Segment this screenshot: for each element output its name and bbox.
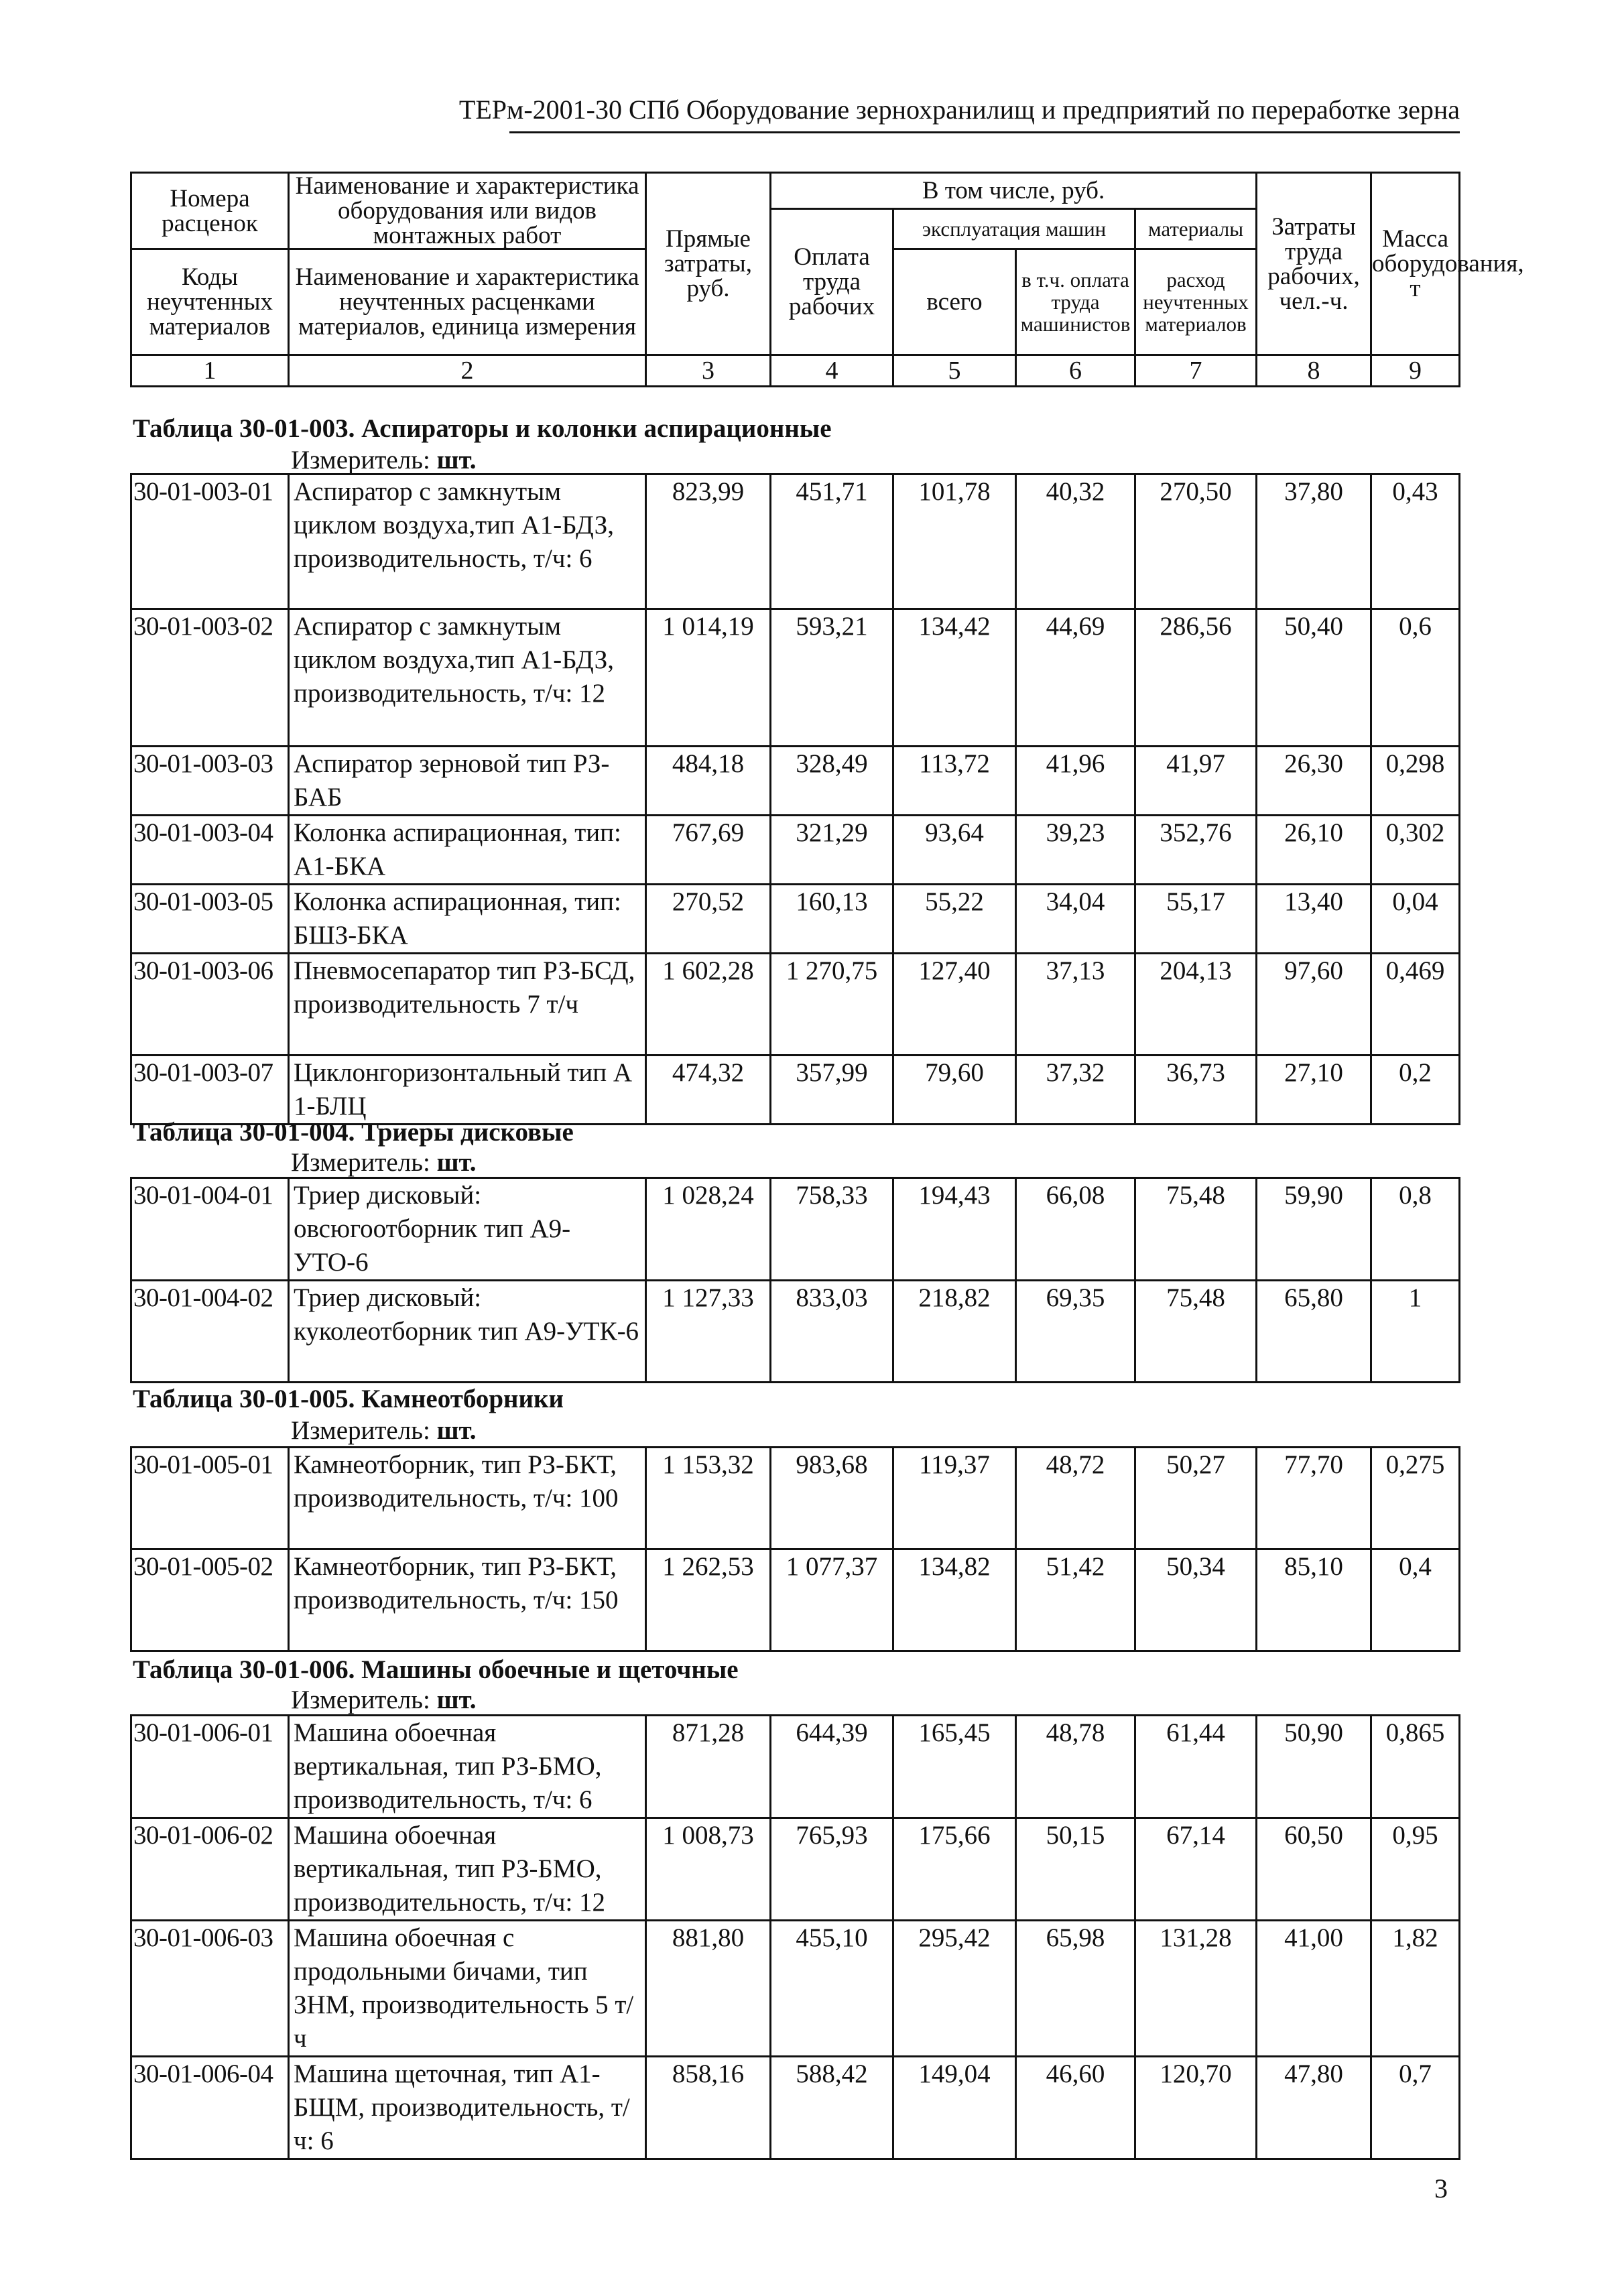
table-row: [131, 1448, 1460, 1549]
section-title: Таблица 30-01-006. Машины обоечные и щеточные: [133, 1655, 739, 1684]
materials: 36,73: [1135, 1056, 1257, 1125]
rate-name: Пневмосепаратор тип РЗ-БСД, производительность 7 т/ч: [289, 954, 646, 1056]
rate-name: Циклонгоризонтальный тип А 1-БЛЦ: [289, 1056, 646, 1125]
rate-name: Машина щеточная, тип А1-БЩМ, производительность, т/ч: 6: [289, 2057, 646, 2159]
header-codes-bottom: Коды неучтенных материалов: [131, 249, 289, 355]
rate-code: 30-01-006-04: [131, 2057, 289, 2159]
table-row: [131, 1549, 1460, 1651]
measure-label: Измеритель:: [291, 1148, 430, 1177]
machines-labor: 51,42: [1016, 1549, 1135, 1651]
header-name-bottom: Наименование и характеристика неучтенных расценками материалов, единица измерения: [289, 249, 646, 355]
machines-total: 113,72: [893, 747, 1016, 816]
table-row: [131, 1818, 1460, 1921]
column-number: 8: [1257, 355, 1371, 387]
labor-hours: 13,40: [1257, 885, 1371, 954]
labor-hours: 60,50: [1257, 1818, 1371, 1921]
direct-costs: 767,69: [646, 816, 771, 885]
table-row: [131, 954, 1460, 1056]
materials: 120,70: [1135, 2057, 1257, 2159]
labor-hours: 41,00: [1257, 1921, 1371, 2057]
measure-label: Измеритель:: [291, 1685, 430, 1714]
labor-pay: 1 077,37: [771, 1549, 893, 1651]
machines-labor: 34,04: [1016, 885, 1135, 954]
direct-costs: 1 028,24: [646, 1178, 771, 1281]
machines-total: 218,82: [893, 1281, 1016, 1383]
machines-total: 55,22: [893, 885, 1016, 954]
machines-total: 127,40: [893, 954, 1016, 1056]
rates-table-004: [130, 1177, 1460, 1383]
header-machines-total: всего: [893, 249, 1016, 355]
labor-pay: 644,39: [771, 1716, 893, 1818]
materials: 50,34: [1135, 1549, 1257, 1651]
header-name-top: Наименование и характеристика оборудования или видов монтажных работ: [289, 173, 646, 249]
measure-line: [291, 1149, 476, 1177]
table-row: [131, 885, 1460, 954]
rate-code: 30-01-004-01: [131, 1178, 289, 1281]
rate-name: Колонка аспирационная, тип: А1-БКА: [289, 816, 646, 885]
measure-unit: шт.: [436, 1416, 477, 1445]
direct-costs: 881,80: [646, 1921, 771, 2057]
machines-labor: 37,32: [1016, 1056, 1135, 1125]
section-title: Таблица 30-01-005. Камнеотборники: [133, 1385, 564, 1413]
labor-pay: 765,93: [771, 1818, 893, 1921]
machines-total: 295,42: [893, 1921, 1016, 2057]
labor-pay: 451,71: [771, 474, 893, 609]
labor-pay: 160,13: [771, 885, 893, 954]
labor-pay: 983,68: [771, 1448, 893, 1549]
materials: 352,76: [1135, 816, 1257, 885]
labor-pay: 588,42: [771, 2057, 893, 2159]
rate-code: 30-01-003-06: [131, 954, 289, 1056]
rate-name: Аспиратор с замкнутым циклом воздуха,тип А1-БДЗ, производительность, т/ч: 6: [289, 474, 646, 609]
header-machines: эксплуатация машин: [893, 209, 1135, 249]
labor-pay: 321,29: [771, 816, 893, 885]
rate-name: Камнеотборник, тип РЗ-БКТ, производительность, т/ч: 100: [289, 1448, 646, 1549]
column-number: 5: [893, 355, 1016, 387]
materials: 131,28: [1135, 1921, 1257, 2057]
header-mass: Масса оборудования, т: [1371, 173, 1460, 355]
mass: 0,2: [1371, 1056, 1460, 1125]
machines-labor: 41,96: [1016, 747, 1135, 816]
direct-costs: 1 262,53: [646, 1549, 771, 1651]
materials: 270,50: [1135, 474, 1257, 609]
rate-code: 30-01-006-03: [131, 1921, 289, 2057]
direct-costs: 858,16: [646, 2057, 771, 2159]
mass: 1: [1371, 1281, 1460, 1383]
table-row: [131, 2057, 1460, 2159]
table-row: [131, 816, 1460, 885]
materials: 286,56: [1135, 609, 1257, 747]
machines-total: 134,82: [893, 1549, 1016, 1651]
measure-line: [291, 1686, 476, 1714]
running-head: ТЕРм-2001-30 СПб Оборудование зернохранилищ и предприятий по переработке зерна: [458, 94, 1460, 125]
labor-hours: 97,60: [1257, 954, 1371, 1056]
rate-code: 30-01-005-01: [131, 1448, 289, 1549]
direct-costs: 1 153,32: [646, 1448, 771, 1549]
machines-total: 194,43: [893, 1178, 1016, 1281]
rate-name: Триер дисковый: куколеотборник тип А9-УТК-6: [289, 1281, 646, 1383]
labor-hours: 26,10: [1257, 816, 1371, 885]
header-labor-pay: Оплата труда рабочих: [771, 209, 893, 355]
machines-total: 134,42: [893, 609, 1016, 747]
header-including: В том числе, руб.: [771, 173, 1257, 209]
rate-code: 30-01-003-05: [131, 885, 289, 954]
labor-pay: 328,49: [771, 747, 893, 816]
page-number: 3: [1434, 2173, 1448, 2204]
materials: 55,17: [1135, 885, 1257, 954]
rate-name: Машина обоечная вертикальная, тип РЗ-БМО, производительность, т/ч: 12: [289, 1818, 646, 1921]
materials: 204,13: [1135, 954, 1257, 1056]
machines-total: 79,60: [893, 1056, 1016, 1125]
direct-costs: 823,99: [646, 474, 771, 609]
materials: 41,97: [1135, 747, 1257, 816]
column-number: 7: [1135, 355, 1257, 387]
mass: 0,865: [1371, 1716, 1460, 1818]
labor-hours: 85,10: [1257, 1549, 1371, 1651]
header-rule: [509, 131, 1460, 133]
machines-labor: 44,69: [1016, 609, 1135, 747]
machines-labor: 69,35: [1016, 1281, 1135, 1383]
rate-code: 30-01-003-01: [131, 474, 289, 609]
rates-table-003: [130, 473, 1460, 1125]
machines-total: 101,78: [893, 474, 1016, 609]
table-row: [131, 474, 1460, 609]
rate-name: Аспиратор с замкнутым циклом воздуха,тип А1-БДЗ, производительность, т/ч: 12: [289, 609, 646, 747]
labor-hours: 50,40: [1257, 609, 1371, 747]
header-materials: материалы: [1135, 209, 1257, 249]
column-number: 1: [131, 355, 289, 387]
machines-labor: 39,23: [1016, 816, 1135, 885]
machines-labor: 46,60: [1016, 2057, 1135, 2159]
direct-costs: 871,28: [646, 1716, 771, 1818]
machines-labor: 40,32: [1016, 474, 1135, 609]
column-header-table: [130, 172, 1524, 387]
rate-code: 30-01-003-02: [131, 609, 289, 747]
rate-code: 30-01-003-03: [131, 747, 289, 816]
labor-hours: 37,80: [1257, 474, 1371, 609]
mass: 0,469: [1371, 954, 1460, 1056]
machines-labor: 66,08: [1016, 1178, 1135, 1281]
direct-costs: 1 127,33: [646, 1281, 771, 1383]
table-row: [131, 1056, 1460, 1125]
machines-total: 119,37: [893, 1448, 1016, 1549]
labor-hours: 26,30: [1257, 747, 1371, 816]
mass: 0,43: [1371, 474, 1460, 609]
table-row: [131, 609, 1460, 747]
column-number: 4: [771, 355, 893, 387]
machines-labor: 48,78: [1016, 1716, 1135, 1818]
labor-pay: 593,21: [771, 609, 893, 747]
mass: 1,82: [1371, 1921, 1460, 2057]
rate-code: 30-01-004-02: [131, 1281, 289, 1383]
rate-name: Колонка аспирационная, тип: БШЗ-БКА: [289, 885, 646, 954]
machines-total: 165,45: [893, 1716, 1016, 1818]
measure-unit: шт.: [436, 446, 477, 474]
mass: 0,95: [1371, 1818, 1460, 1921]
header-codes-top: Номера расценок: [131, 173, 289, 249]
table-row: [131, 1716, 1460, 1818]
rate-name: Камнеотборник, тип РЗ-БКТ, производительность, т/ч: 150: [289, 1549, 646, 1651]
section-title: Таблица 30-01-003. Аспираторы и колонки аспирационные: [133, 414, 832, 443]
direct-costs: 1 602,28: [646, 954, 771, 1056]
labor-hours: 65,80: [1257, 1281, 1371, 1383]
labor-pay: 833,03: [771, 1281, 893, 1383]
direct-costs: 1 014,19: [646, 609, 771, 747]
rate-name: Аспиратор зерновой тип РЗ-БАБ: [289, 747, 646, 816]
rates-table-006: [130, 1714, 1460, 2160]
labor-hours: 47,80: [1257, 2057, 1371, 2159]
labor-pay: 1 270,75: [771, 954, 893, 1056]
measure-label: Измеритель:: [291, 1416, 430, 1445]
column-number: 6: [1016, 355, 1135, 387]
mass: 0,7: [1371, 2057, 1460, 2159]
table-row: [131, 1281, 1460, 1383]
section-title: Таблица 30-01-004. Триеры дисковые: [133, 1118, 574, 1147]
column-number: 3: [646, 355, 771, 387]
direct-costs: 474,32: [646, 1056, 771, 1125]
machines-total: 175,66: [893, 1818, 1016, 1921]
rate-code: 30-01-006-02: [131, 1818, 289, 1921]
labor-hours: 27,10: [1257, 1056, 1371, 1125]
labor-hours: 77,70: [1257, 1448, 1371, 1549]
machines-labor: 50,15: [1016, 1818, 1135, 1921]
rate-code: 30-01-003-07: [131, 1056, 289, 1125]
materials: 75,48: [1135, 1178, 1257, 1281]
table-row: [131, 1921, 1460, 2057]
machines-total: 93,64: [893, 816, 1016, 885]
rates-table-005: [130, 1446, 1460, 1652]
machines-labor: 48,72: [1016, 1448, 1135, 1549]
materials: 75,48: [1135, 1281, 1257, 1383]
rate-name: Машина обоечная вертикальная, тип РЗ-БМО, производительность, т/ч: 6: [289, 1716, 646, 1818]
rate-name: Машина обоечная с продольными бичами, тип ЗНМ, производительность 5 т/ч: [289, 1921, 646, 2057]
labor-pay: 455,10: [771, 1921, 893, 2057]
header-machines-incl: в т.ч. оплата труда машинистов: [1016, 249, 1135, 355]
rate-code: 30-01-003-04: [131, 816, 289, 885]
table-row: [131, 1178, 1460, 1281]
direct-costs: 1 008,73: [646, 1818, 771, 1921]
measure-line: [291, 1417, 476, 1445]
measure-label: Измеритель:: [291, 446, 430, 474]
header-materials-unaccounted: расход неучтенных материалов: [1135, 249, 1257, 355]
direct-costs: 484,18: [646, 747, 771, 816]
labor-hours: 50,90: [1257, 1716, 1371, 1818]
direct-costs: 270,52: [646, 885, 771, 954]
labor-hours: 59,90: [1257, 1178, 1371, 1281]
machines-labor: 37,13: [1016, 954, 1135, 1056]
mass: 0,298: [1371, 747, 1460, 816]
header-labor-costs: Затраты труда рабочих, чел.-ч.: [1257, 173, 1371, 355]
materials: 50,27: [1135, 1448, 1257, 1549]
machines-labor: 65,98: [1016, 1921, 1135, 2057]
table-row: [131, 747, 1460, 816]
mass: 0,8: [1371, 1178, 1460, 1281]
header-direct-costs: Прямые затраты, руб.: [646, 173, 771, 355]
machines-total: 149,04: [893, 2057, 1016, 2159]
mass: 0,4: [1371, 1549, 1460, 1651]
rate-code: 30-01-006-01: [131, 1716, 289, 1818]
mass: 0,04: [1371, 885, 1460, 954]
column-number: 9: [1371, 355, 1460, 387]
mass: 0,275: [1371, 1448, 1460, 1549]
labor-pay: 758,33: [771, 1178, 893, 1281]
mass: 0,6: [1371, 609, 1460, 747]
materials: 61,44: [1135, 1716, 1257, 1818]
rate-name: Триер дисковый: овсюгоотборник тип А9-УТО-6: [289, 1178, 646, 1281]
measure-line: [291, 446, 476, 474]
measure-unit: шт.: [436, 1148, 477, 1177]
measure-unit: шт.: [436, 1685, 477, 1714]
column-number: 2: [289, 355, 646, 387]
labor-pay: 357,99: [771, 1056, 893, 1125]
mass: 0,302: [1371, 816, 1460, 885]
rate-code: 30-01-005-02: [131, 1549, 289, 1651]
materials: 67,14: [1135, 1818, 1257, 1921]
